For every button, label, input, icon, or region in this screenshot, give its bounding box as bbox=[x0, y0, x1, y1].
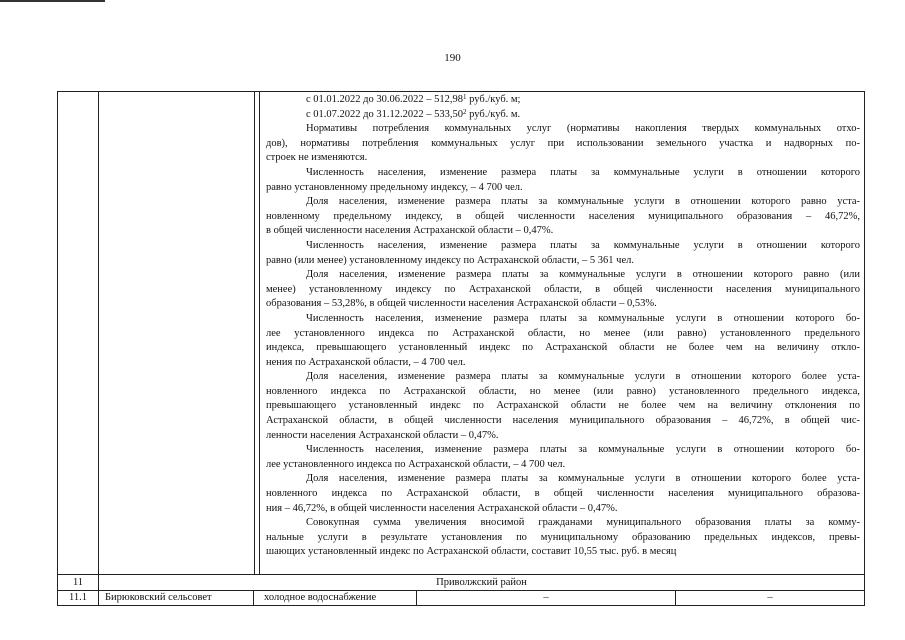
text-line bbox=[266, 472, 860, 487]
text-line-content: нения по Астраханской области, – 4 700 чел. bbox=[266, 356, 466, 368]
text-line bbox=[266, 516, 860, 531]
text-line-content: ленности населения Астраханской области – 0,47%. bbox=[266, 429, 499, 441]
text-line bbox=[266, 151, 860, 166]
text-line-content: Доля населения, изменение размера платы за коммунальные услуги в отношении которого более уста- bbox=[306, 371, 860, 383]
item-number: 11.1 bbox=[58, 591, 99, 605]
table-row-text bbox=[58, 92, 864, 575]
text-line-content: Астраханской области, в общей численности населения муниципального образования – 46,72%, в общей чис- bbox=[266, 415, 860, 427]
text-line-content: равно установленному предельному индексу, – 4 700 чел. bbox=[266, 181, 523, 193]
text-line-content: в общей численности населения Астраханской области – 0,47%. bbox=[266, 225, 554, 237]
text-line-content: нальные услуги в результате установления по муниципальному образованию предельных индексов, превы- bbox=[266, 531, 860, 543]
text-line-content: лее установленного индекса по Астраханской области, но менее (или равно) установленного предельного bbox=[266, 327, 860, 339]
text-line bbox=[266, 210, 860, 225]
text-line bbox=[266, 254, 860, 269]
region-name: Приволжский район bbox=[436, 577, 527, 588]
text-line bbox=[266, 93, 860, 108]
text-line bbox=[266, 385, 860, 400]
text-line bbox=[266, 268, 860, 283]
text-line-content: Численность населения, изменение размера платы за коммунальные услуги в отношении которого бо- bbox=[306, 312, 860, 324]
text-line-content: новленному предельному индексу, в общей численности населения муниципального образования – 46,72%, bbox=[266, 210, 860, 222]
table-row-item bbox=[58, 591, 864, 605]
text-line-content: превышающего установленный индекс по Астраханской области не более чем на величину отклонения по bbox=[266, 400, 860, 412]
text-line bbox=[266, 414, 860, 429]
text-line bbox=[266, 487, 860, 502]
text-line bbox=[266, 283, 860, 298]
text-line-tail: руб./куб. м; bbox=[466, 94, 521, 105]
text-line-content: строек не изменяются. bbox=[266, 152, 368, 164]
text-line-content: Доля населения, изменение размера платы за коммунальные услуги в отношении которого равно уста- bbox=[306, 196, 860, 208]
document-table bbox=[57, 91, 865, 606]
text-line bbox=[266, 429, 860, 444]
cell-main-text bbox=[260, 92, 864, 574]
scan-corner-mark bbox=[0, 0, 105, 2]
text-line-content: с 01.01.2022 до 30.06.2022 – 512,98 bbox=[306, 94, 464, 105]
text-line-content: с 01.07.2022 до 31.12.2022 – 533,50 bbox=[306, 108, 464, 120]
footnote-marker: 2 bbox=[463, 107, 467, 116]
text-line bbox=[266, 108, 860, 123]
text-line-content: новленного индекса по Астраханской области, в общей численности населения муниципального образова- bbox=[266, 488, 860, 500]
text-line-content: менее) установленному индексу по Астраханской области, в общей численности населения муниципального bbox=[266, 283, 860, 295]
text-line-content: лее установленного индекса по Астраханской области, – 4 700 чел. bbox=[266, 458, 566, 470]
text-line-content: ния – 46,72%, в общей численности населения Астраханской области – 0,47%. bbox=[266, 502, 618, 514]
text-line-content: новленного индекса по Астраханской области, но менее (или равно) установленного предельного индекса, bbox=[266, 385, 860, 397]
table-row-region bbox=[58, 575, 864, 591]
text-line bbox=[266, 239, 860, 254]
text-line-content: Численность населения, изменение размера платы за коммунальные услуги в отношении которого bbox=[306, 166, 860, 178]
item-value-b: – bbox=[767, 592, 773, 603]
text-line-content: Доля населения, изменение размера платы за коммунальные услуги в отношении которого равно (или bbox=[306, 269, 860, 281]
text-line-content: индекса, превышающего установленный индекс по Астраханской области не более чем на величину откло- bbox=[266, 342, 860, 354]
text-line bbox=[266, 545, 860, 560]
text-line bbox=[266, 195, 860, 210]
text-line bbox=[266, 458, 860, 473]
text-line bbox=[266, 370, 860, 385]
text-line-content: Доля населения, изменение размера платы за коммунальные услуги в отношении которого более уста- bbox=[306, 473, 860, 485]
text-line bbox=[266, 166, 860, 181]
text-line bbox=[266, 399, 860, 414]
text-line bbox=[266, 224, 860, 239]
item-service: холодное водоснабжение bbox=[254, 591, 417, 605]
text-line-content: Численность населения, изменение размера платы за коммунальные услуги в отношении которого бо- bbox=[306, 444, 860, 456]
text-line-content: Нормативы потребления коммунальных услуг (нормативы накопления твердых коммунальных отхо- bbox=[306, 123, 860, 135]
text-line bbox=[266, 122, 860, 137]
text-line bbox=[266, 356, 860, 371]
text-line bbox=[266, 502, 860, 517]
region-number: 11 bbox=[58, 575, 99, 590]
text-line bbox=[266, 297, 860, 312]
text-line-content: шающих установленный индекс по Астраханской области, составит 10,55 тыс. руб. в месяц bbox=[266, 546, 677, 558]
cell-name-empty bbox=[99, 92, 255, 574]
text-line bbox=[266, 341, 860, 356]
text-line-content: дов), нормативы потребления коммунальных услуг при использовании земельного участка и надворных по- bbox=[266, 137, 860, 149]
text-line-content: образования – 53,28%, в общей численности населения Астраханской области – 0,53%. bbox=[266, 298, 657, 310]
text-line-content: равно (или менее) установленному индексу по Астраханской области, – 5 361 чел. bbox=[266, 254, 634, 266]
text-line bbox=[266, 327, 860, 342]
text-line bbox=[266, 443, 860, 458]
item-name: Бирюковский сельсовет bbox=[99, 591, 254, 605]
text-line-content: Численность населения, изменение размера платы за коммунальные услуги в отношении которого bbox=[306, 239, 860, 251]
text-line-content: Совокупная сумма увеличения вносимой гражданами муниципального образования платы за комму- bbox=[306, 517, 860, 529]
text-line bbox=[266, 137, 860, 152]
cell-number-empty bbox=[58, 92, 99, 574]
text-line-tail: руб./куб. м. bbox=[466, 108, 521, 120]
text-line bbox=[266, 181, 860, 196]
text-line bbox=[266, 312, 860, 327]
footnote-marker: 1 bbox=[463, 93, 467, 101]
text-line bbox=[266, 531, 860, 546]
page-number: 190 bbox=[444, 52, 461, 64]
item-value-a: – bbox=[417, 591, 676, 605]
